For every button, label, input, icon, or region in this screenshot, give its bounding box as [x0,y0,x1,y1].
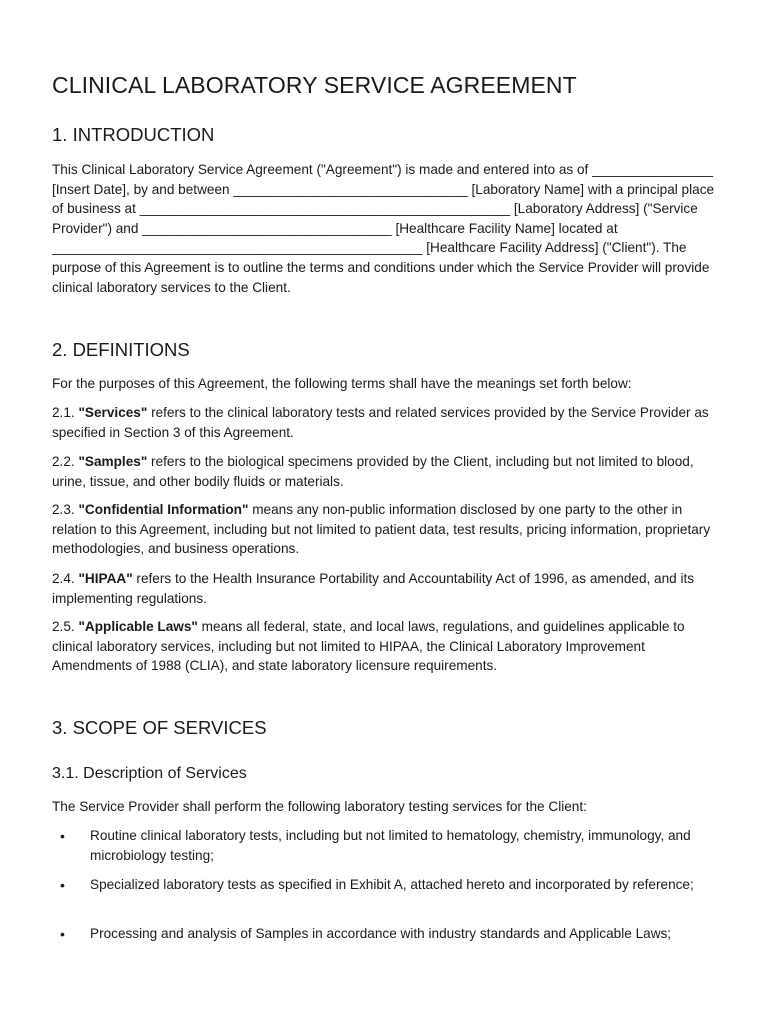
scope-bullet-item: Specialized laboratory tests as specified in Exhibit A, attached hereto and incorporated by reference; [90,877,694,892]
definition-text: means any non-public information disclosed by one party to the other in relation to this Agreement, including but not limited to patient data, test results, pricing information, proprietary methodologies, and business operations. [52,502,711,557]
definition-term: "Services" [78,405,148,420]
section-heading-scope: 3. SCOPE OF SERVICES [52,717,267,738]
definition-text: refers to the Health Insurance Portability and Accountability Act of 1996, as amended, and its implementing regulations. [52,571,695,606]
section-heading-definitions: 2. DEFINITIONS [52,339,190,360]
scope-bullet-item: Routine clinical laboratory tests, including but not limited to hematology, chemistry, immunology, and microbiology testing; [90,828,691,863]
bullet-dot-icon: • [60,877,65,893]
definition-item [52,403,720,442]
definition-number: 2.4. [52,571,75,586]
definitions-lead: For the purposes of this Agreement, the following terms shall have the meanings set forth below: [52,376,632,391]
definition-number: 2.5. [52,619,75,634]
definition-item [52,500,720,559]
bullet-dot-icon: • [60,828,65,844]
definition-term: "Applicable Laws" [78,619,198,634]
subsection-heading-description: 3.1. Description of Services [52,765,247,782]
definition-number: 2.1. [52,405,75,420]
definition-number: 2.2. [52,454,75,469]
definition-text: refers to the biological specimens provided by the Client, including but not limited to blood, urine, tissue, and other bodily fluids or materials. [52,454,694,489]
definition-item [52,617,720,676]
scope-lead: The Service Provider shall perform the following laboratory testing services for the Client: [52,799,587,814]
definition-number: 2.3. [52,502,75,517]
definition-term: "Samples" [78,454,148,469]
definition-text: means all federal, state, and local laws, regulations, and guidelines applicable to clinical laboratory services, including but not limited to HIPAA, the Clinical Laboratory Improvement Amendments of 1988 (CLIA), and state laboratory licensure requirements. [52,619,685,674]
introduction-paragraph: This Clinical Laboratory Service Agreement ("Agreement") is made and entered into as of ________________ [Insert Date], by and between _______________________________ [Laboratory Name] with a principal place of business at _________________________________________________ [Laboratory Address] ("Service Provider") and _________________________________ [Healthcare Facility Name] located at _________________________________________________ [Healthcare Facility Address] ("Client"). The purpose of this Agreement is to outline the terms and conditions under which the Service Provider will provide clinical laboratory services to the Client. [52,162,715,295]
section-heading-introduction: 1. INTRODUCTION [52,124,215,145]
scope-bullet-item: Processing and analysis of Samples in accordance with industry standards and Applicable Laws; [90,926,672,941]
definition-item [52,569,720,608]
document-title: CLINICAL LABORATORY SERVICE AGREEMENT [52,72,577,98]
bullet-dot-icon: • [60,926,65,942]
definition-term: "HIPAA" [78,571,133,586]
definition-text: refers to the clinical laboratory tests and related services provided by the Service Provider as specified in Section 3 of this Agreement. [52,405,709,440]
definition-term: "Confidential Information" [78,502,249,517]
definition-item [52,452,720,491]
